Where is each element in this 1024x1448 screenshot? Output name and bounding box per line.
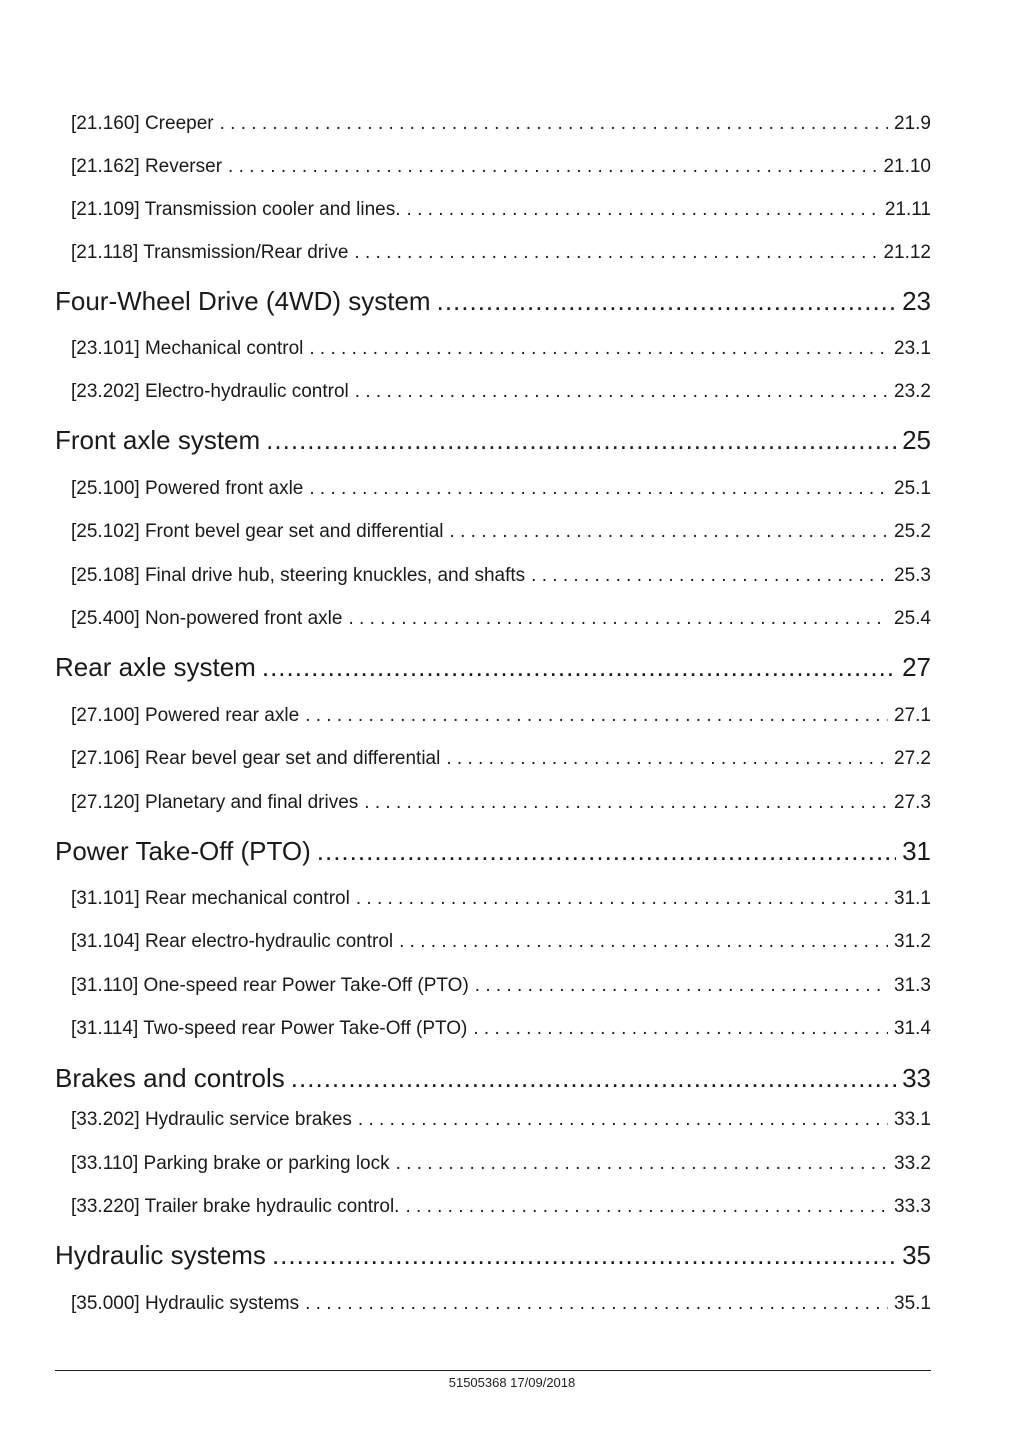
toc-section[interactable] — [55, 1063, 931, 1099]
dot-leader — [305, 1293, 888, 1315]
toc-entry[interactable] — [71, 381, 931, 407]
toc-entry-label: [21.162] Reverser — [71, 156, 223, 177]
toc-section[interactable] — [55, 1240, 931, 1276]
toc-entry-label: [27.100] Powered rear axle — [71, 705, 300, 726]
toc-entry-label: [33.110] Parking brake or parking lock — [71, 1153, 390, 1174]
toc-entry-label: [31.104] Rear electro-hydraulic control — [71, 931, 394, 952]
toc-entry-label: [21.160] Creeper — [71, 113, 214, 134]
toc-section[interactable] — [55, 836, 931, 872]
toc-entry[interactable] — [71, 1293, 931, 1319]
toc-entry-page: 25.3 — [894, 565, 931, 586]
toc-section[interactable] — [55, 425, 931, 461]
toc-entry[interactable] — [71, 521, 931, 547]
toc-entry-page: 27.2 — [894, 748, 931, 769]
toc-entry-page: 21.9 — [894, 113, 931, 134]
toc-entry[interactable] — [71, 975, 931, 1001]
toc-entry-label: [25.108] Final drive hub, steering knuckles, and shafts — [71, 565, 526, 586]
toc-entry-page: 31.2 — [894, 931, 931, 952]
toc-entry-page: 25.4 — [894, 608, 931, 629]
toc-entry[interactable] — [71, 1196, 931, 1222]
dot-leader — [348, 608, 888, 630]
dot-leader — [291, 1063, 896, 1094]
dot-leader — [262, 652, 896, 683]
toc-entry[interactable] — [71, 888, 931, 914]
toc-entry[interactable] — [71, 931, 931, 957]
toc-section-page: 27 — [902, 652, 931, 682]
toc-entry-label: [23.202] Electro-hydraulic control — [71, 381, 349, 402]
toc-entry[interactable] — [71, 1153, 931, 1179]
toc-entry-page: 25.2 — [894, 521, 931, 542]
toc-entry-label: [25.102] Front bevel gear set and differential — [71, 521, 444, 542]
dot-leader — [364, 792, 888, 814]
toc-entry-label: [21.118] Transmission/Rear drive — [71, 242, 349, 263]
toc-entry-page: 31.4 — [894, 1018, 931, 1039]
toc-entry-page: 21.10 — [883, 156, 931, 177]
toc-entry-label: [25.100] Powered front axle — [71, 478, 304, 499]
toc-entry[interactable] — [71, 565, 931, 591]
toc-section-page: 25 — [902, 425, 931, 455]
toc-entry-label: [33.220] Trailer brake hydraulic control. — [71, 1196, 400, 1217]
dot-leader — [305, 705, 888, 727]
dot-leader — [354, 242, 877, 264]
toc-entry-label: [31.114] Two-speed rear Power Take-Off (PTO) — [71, 1018, 468, 1039]
toc-entry-label: [27.120] Planetary and final drives — [71, 792, 359, 813]
toc-entry[interactable] — [71, 748, 931, 774]
dot-leader — [228, 156, 877, 178]
toc-entry-label: [25.400] Non-powered front axle — [71, 608, 343, 629]
dot-leader — [473, 1018, 888, 1040]
toc-section-page: 23 — [902, 286, 931, 316]
toc-entry-page: 33.3 — [894, 1196, 931, 1217]
toc-section[interactable] — [55, 286, 931, 322]
toc-section-label: Hydraulic systems — [55, 1240, 266, 1270]
dot-leader — [358, 1109, 888, 1131]
toc-entry-page: 23.2 — [894, 381, 931, 402]
toc-entry-page: 27.3 — [894, 792, 931, 813]
toc-entry-page: 33.2 — [894, 1153, 931, 1174]
toc-entry-label: [31.110] One-speed rear Power Take-Off (PTO) — [71, 975, 469, 996]
dot-leader — [396, 1153, 888, 1175]
dot-leader — [399, 931, 888, 953]
toc-entry-label: [23.101] Mechanical control — [71, 338, 304, 359]
footer-doc-id: 51505368 17/09/2018 — [448, 1375, 576, 1390]
toc-entry[interactable] — [71, 478, 931, 504]
dot-leader — [531, 565, 888, 587]
dot-leader — [355, 381, 888, 403]
toc-section-label: Four-Wheel Drive (4WD) system — [55, 286, 431, 316]
dot-leader — [405, 1196, 888, 1218]
toc-entry-label: [35.000] Hydraulic systems — [71, 1293, 300, 1314]
toc-entry-page: 33.1 — [894, 1109, 931, 1130]
toc-entry[interactable] — [71, 705, 931, 731]
toc-entry[interactable] — [71, 156, 931, 182]
toc-section-label: Brakes and controls — [55, 1063, 285, 1093]
toc-entry-label: [31.101] Rear mechanical control — [71, 888, 350, 909]
dot-leader — [266, 425, 896, 456]
footer-divider — [55, 1370, 931, 1371]
toc-entry[interactable] — [71, 792, 931, 818]
dot-leader — [272, 1240, 896, 1271]
toc-entry[interactable] — [71, 608, 931, 634]
dot-leader — [407, 199, 879, 221]
toc-entry[interactable] — [71, 1109, 931, 1135]
toc-entry[interactable] — [71, 242, 931, 268]
toc-entry-page: 21.11 — [884, 199, 931, 220]
toc-section-label: Rear axle system — [55, 652, 256, 682]
toc-entry-label: [33.202] Hydraulic service brakes — [71, 1109, 352, 1130]
dot-leader — [446, 748, 888, 770]
toc-entry-label: [21.109] Transmission cooler and lines. — [71, 199, 401, 220]
dot-leader — [437, 286, 896, 317]
toc-section-page: 33 — [902, 1063, 931, 1093]
toc-entry-page: 25.1 — [894, 478, 931, 499]
toc-entry[interactable] — [71, 1018, 931, 1044]
dot-leader — [475, 975, 888, 997]
dot-leader — [317, 836, 896, 867]
toc-entry[interactable] — [71, 338, 931, 364]
dot-leader — [220, 113, 888, 135]
toc-section-label: Power Take-Off (PTO) — [55, 836, 311, 866]
toc-entry-page: 23.1 — [894, 338, 931, 359]
toc-entry[interactable] — [71, 113, 931, 139]
toc-entry[interactable] — [71, 199, 931, 225]
dot-leader — [450, 521, 889, 543]
toc-section-label: Front axle system — [55, 425, 261, 455]
dot-leader — [356, 888, 888, 910]
dot-leader — [309, 478, 888, 500]
toc-entry-label: [27.106] Rear bevel gear set and differential — [71, 748, 441, 769]
toc-section-page: 31 — [902, 836, 931, 866]
toc-section-page: 35 — [902, 1240, 931, 1270]
toc-entry-page: 31.1 — [894, 888, 931, 909]
toc-entry-page: 31.3 — [894, 975, 931, 996]
toc-entry-page: 27.1 — [894, 705, 931, 726]
toc-entry-page: 21.12 — [883, 242, 931, 263]
toc-section[interactable] — [55, 652, 931, 688]
toc-entry-page: 35.1 — [894, 1293, 931, 1314]
dot-leader — [309, 338, 888, 360]
